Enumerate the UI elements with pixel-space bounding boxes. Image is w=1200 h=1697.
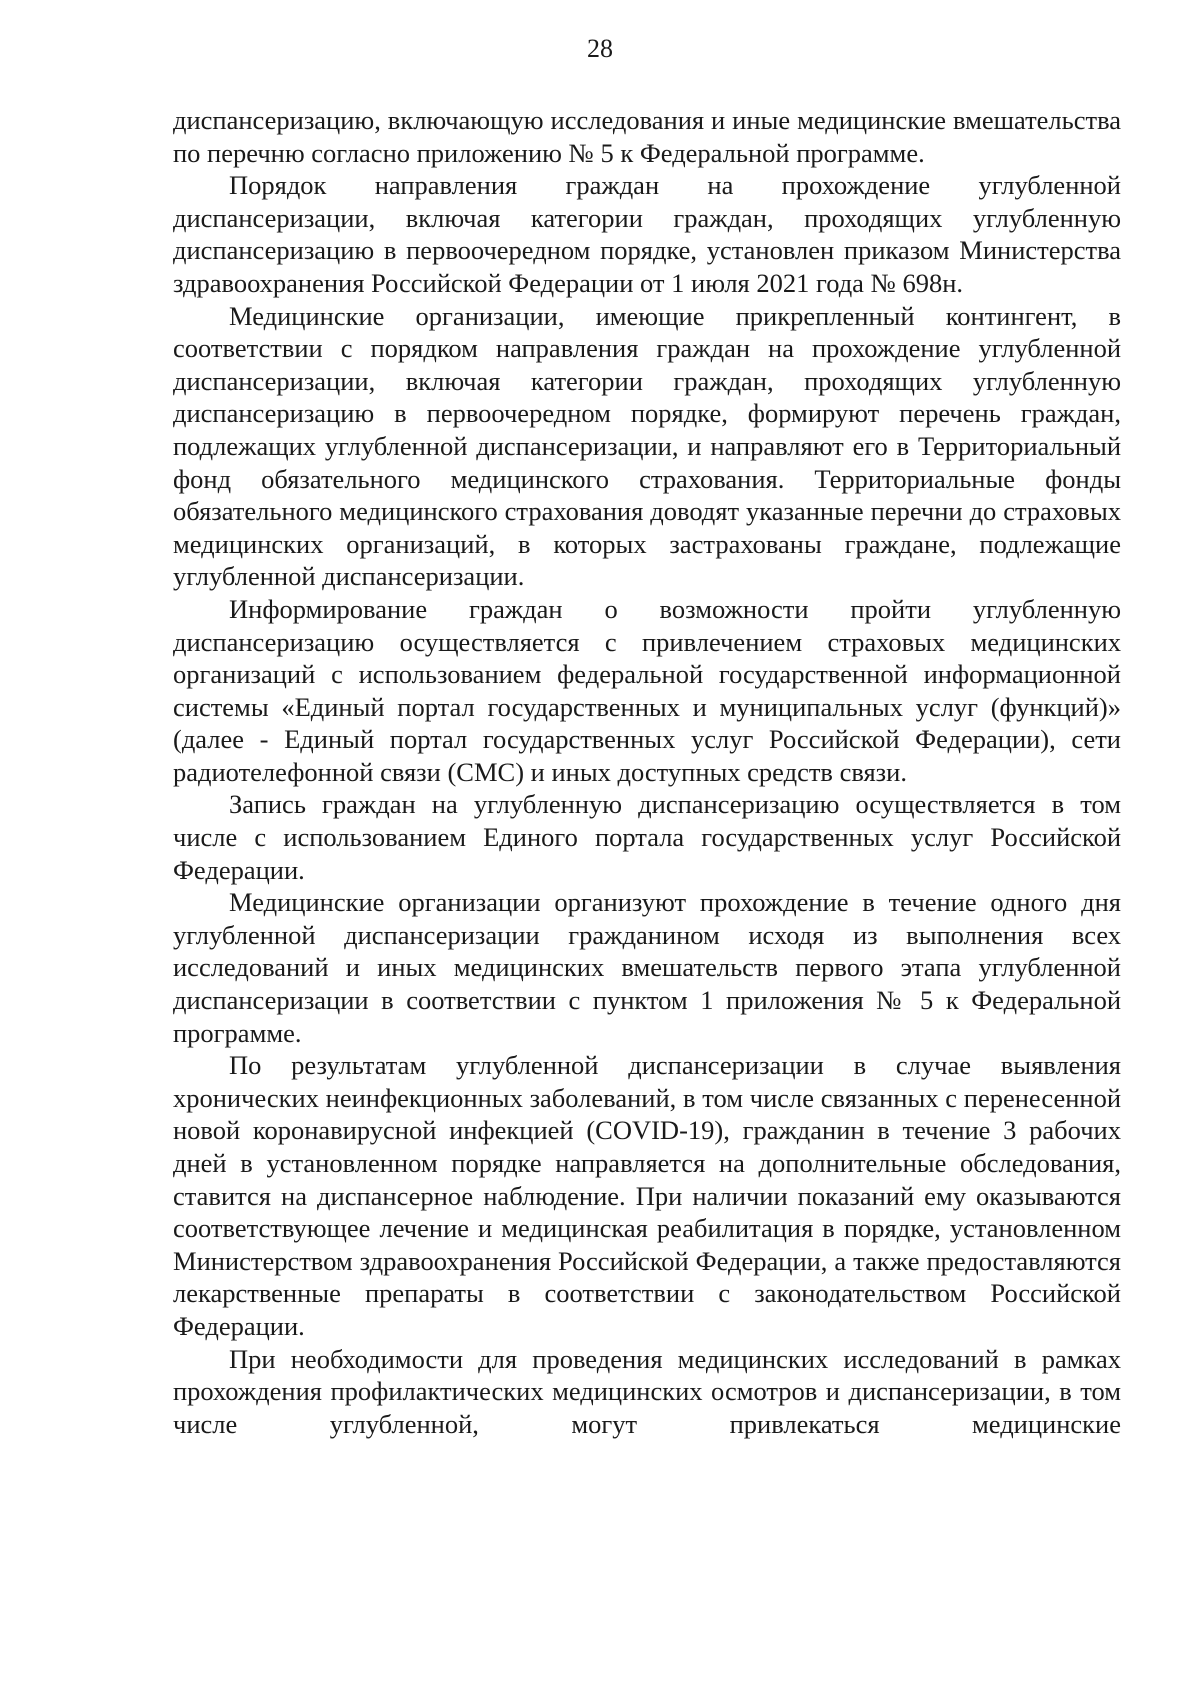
paragraph: Медицинские организации, имеющие прикрепленный контингент, в соответствии с порядком направления граждан на прохождение углубленной диспансеризации, включая категории граждан, проходящих углубленную диспансеризацию в первоочередном порядке, формируют перечень граждан, подлежащих углубленной диспансеризации, и направляют его в Территориальный фонд обязательного медицинского страхования. Территориальные фонды обязательного медицинского страхования доводят указанные перечни до страховых медицинских организаций, в которых застрахованы граждане, подлежащие углубленной диспансеризации. bbox=[173, 300, 1121, 592]
paragraph: Порядок направления граждан на прохождение углубленной диспансеризации, включая категории граждан, проходящих углубленную диспансеризацию в первоочередном порядке, установлен приказом Министерства здравоохранения Российской Федерации от 1 июля 2021 года № 698н. bbox=[173, 170, 1121, 298]
paragraph: диспансеризацию, включающую исследования и иные медицинские вмешательства по перечню согласно приложению № 5 к Федеральной программе. bbox=[173, 105, 1121, 168]
paragraph: Запись граждан на углубленную диспансеризацию осуществляется в том числе с использованием Единого портала государственных услуг Российской Федерации. bbox=[173, 789, 1121, 885]
paragraph: По результатам углубленной диспансеризации в случае выявления хронических неинфекционных заболеваний, в том числе связанных с перенесенной новой коронавирусной инфекцией (COVID-19), гражданин в течение 3 рабочих дней в установленном порядке направляется на дополнительные обследования, ставится на диспансерное наблюдение. При наличии показаний ему оказываются соответствующее лечение и медицинская реабилитация в порядке, установленном Министерством здравоохранения Российской Федерации, а также предоставляются лекарственные препараты в соответствии с законодательством Российской Федерации. bbox=[173, 1050, 1121, 1341]
paragraph: Информирование граждан о возможности пройти углубленную диспансеризацию осуществляется с привлечением страховых медицинских организаций с использованием федеральной государственной информационной системы «Единый портал государственных и муниципальных услуг (функций)» (далее - Единый портал государственных услуг Российской Федерации), сети радиотелефонной связи (СМС) и иных доступных средств связи. bbox=[173, 593, 1121, 787]
paragraph-continued: При необходимости для проведения медицинских исследований в рамках прохождения профилактических медицинских осмотров и диспансеризации, в том числе углубленной, могут привлекаться медицинские bbox=[173, 1343, 1121, 1439]
paragraph: Медицинские организации организуют прохождение в течение одного дня углубленной диспансеризации гражданином исходя из выполнения всех исследований и иных медицинских вмешательств первого этапа углубленной диспансеризации в соответствии с пунктом 1 приложения № 5 к Федеральной программе. bbox=[173, 887, 1121, 1048]
document-body bbox=[173, 104, 1121, 1440]
page-number: 28 bbox=[587, 34, 613, 63]
